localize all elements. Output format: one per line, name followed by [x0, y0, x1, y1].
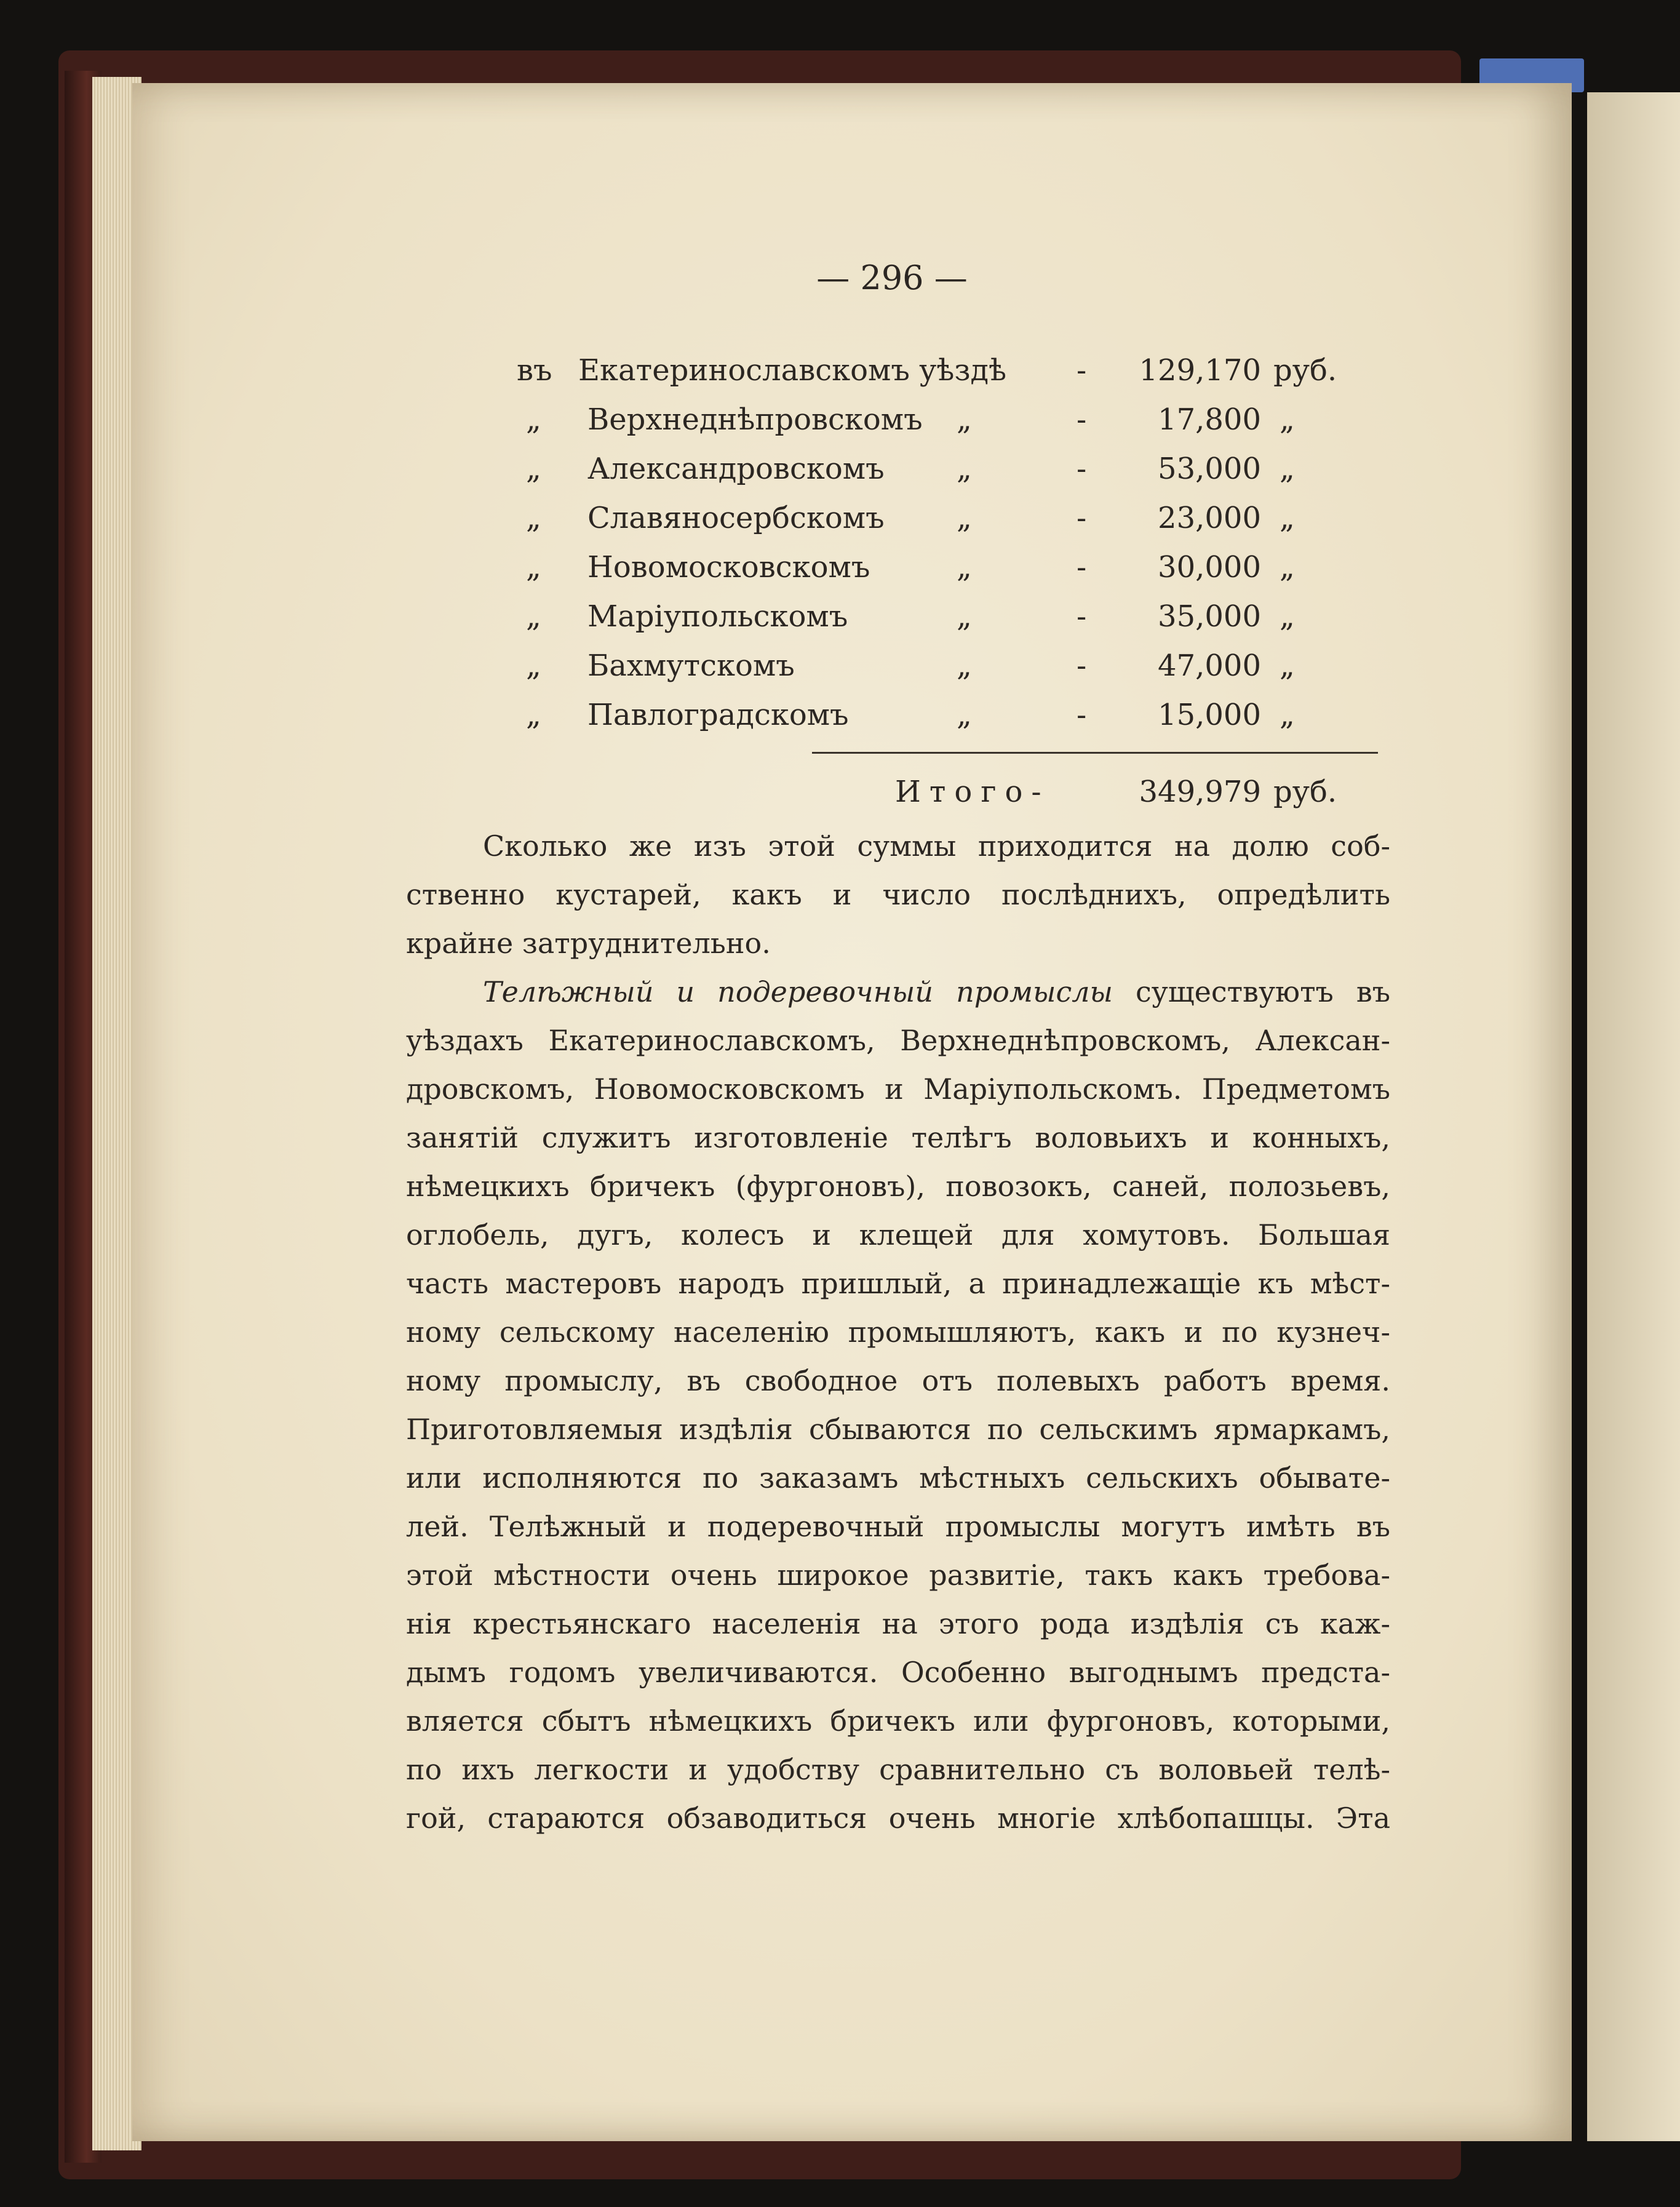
text-line: дровскомъ, Новомосковскомъ и Маріупольскомъ. Предметомъ [406, 1072, 1390, 1106]
district-name: Новомосковскомъ [587, 550, 870, 585]
row-amount: 47,000 [1158, 649, 1261, 683]
row-dash: - [1077, 649, 1087, 683]
table-row [517, 349, 1390, 392]
row-unit: „ [1280, 599, 1295, 634]
text-line-first [406, 968, 1390, 1016]
text-line: гой, стараются обзаводиться очень многіе хлѣбопашцы. Эта [406, 1802, 1390, 1835]
row-prefix: „ [526, 550, 541, 585]
row-amount: 30,000 [1158, 550, 1261, 585]
row-amount: 17,800 [1158, 402, 1261, 437]
ditto-mark: „ [957, 501, 972, 535]
text-line: Сколько же изъ этой суммы приходится на долю соб- [483, 829, 1390, 863]
row-prefix: „ [526, 402, 541, 437]
text-line: часть мастеровъ народъ пришлый, а принадлежащіе къ мѣст- [406, 1267, 1390, 1300]
row-amount: 15,000 [1158, 698, 1261, 732]
row-prefix: „ [526, 698, 541, 732]
text-line: лей. Телѣжный и подеревочный промыслы могутъ имѣть въ [406, 1510, 1390, 1543]
total-unit: руб. [1273, 775, 1337, 809]
text-line: уѣздахъ Екатеринославскомъ, Верхнеднѣпровскомъ, Алексан- [406, 1024, 1390, 1057]
text-line: по ихъ легкости и удобству сравнительно съ воловьей телѣ- [406, 1753, 1390, 1786]
row-unit: „ [1280, 550, 1295, 585]
facing-page-edge [1587, 92, 1680, 2141]
row-prefix: „ [526, 501, 541, 535]
row-dash: - [1077, 353, 1087, 388]
table-row [517, 644, 1390, 687]
district-name: Бахмутскомъ [587, 649, 795, 683]
row-prefix: „ [526, 649, 541, 683]
row-amount: 23,000 [1158, 501, 1261, 535]
district-name: Александровскомъ [587, 452, 885, 486]
table-row [517, 447, 1390, 490]
row-amount: 35,000 [1158, 599, 1261, 634]
ditto-mark: „ [957, 698, 972, 732]
paragraph-1 [406, 822, 1390, 968]
ditto-mark: „ [957, 599, 972, 634]
row-unit: „ [1280, 501, 1295, 535]
text-line: оглобель, дугъ, колесъ и клещей для хомутовъ. Большая [406, 1218, 1390, 1251]
row-amount: 129,170 [1139, 353, 1261, 388]
row-amount: 53,000 [1158, 452, 1261, 486]
table-row [517, 398, 1390, 441]
row-dash: - [1077, 501, 1087, 535]
text-line: или исполняются по заказамъ мѣстныхъ сельскихъ обывате- [406, 1461, 1390, 1495]
row-dash: - [1077, 402, 1087, 437]
text-line: крайне затруднительно. [406, 927, 771, 960]
district-name: Павлоградскомъ [587, 698, 849, 732]
text-line: ственно кустарей, какъ и число послѣднихъ, опредѣлить [406, 878, 1390, 911]
row-dash: - [1077, 550, 1087, 585]
page-number: — 296 — [816, 258, 968, 297]
row-unit: „ [1280, 402, 1295, 437]
district-name: Верхнеднѣпровскомъ [587, 402, 923, 437]
text-line: занятій служитъ изготовленіе телѣгъ воловьихъ и конныхъ, [406, 1121, 1390, 1154]
row-dash: - [1077, 698, 1087, 732]
text-line: Приготовляемыя издѣлія сбываются по сельскимъ ярмаркамъ, [406, 1413, 1390, 1446]
text-line: вляется сбытъ нѣмецкихъ бричекъ или фургоновъ, которыми, [406, 1704, 1390, 1738]
district-name: Маріупольскомъ [587, 599, 848, 634]
text-line: ному сельскому населенію промышляютъ, какъ и по кузнеч- [406, 1315, 1390, 1349]
total-amount: 349,979 [1139, 775, 1261, 809]
ditto-mark: „ [957, 550, 972, 585]
row-unit: „ [1280, 698, 1295, 732]
total-label: Итого- [895, 775, 1050, 809]
row-dash: - [1077, 452, 1087, 486]
text-line: ному промыслу, въ свободное отъ полевыхъ работъ время. [406, 1364, 1390, 1397]
italic-lead: Телѣжный и подеревочный промыслы [483, 975, 1113, 1008]
paragraph-2 [406, 968, 1390, 1843]
district-name: Славяносербскомъ [587, 501, 885, 535]
text-line: нѣмецкихъ бричекъ (фургоновъ), повозокъ, саней, полозьевъ, [406, 1170, 1390, 1203]
table-row [517, 546, 1390, 589]
table-row [517, 497, 1390, 540]
row-dash: - [1077, 599, 1087, 634]
row-prefix: въ [517, 353, 552, 388]
text-line: этой мѣстности очень широкое развитіе, такъ какъ требова- [406, 1558, 1390, 1592]
row-prefix: „ [526, 452, 541, 486]
ditto-mark: „ [957, 402, 972, 437]
total-row [517, 770, 1390, 813]
table-row [517, 595, 1390, 638]
row-unit: „ [1280, 649, 1295, 683]
ditto-mark: „ [957, 452, 972, 486]
row-unit: руб. [1273, 353, 1337, 388]
total-rule [812, 752, 1378, 754]
ditto-mark: „ [957, 649, 972, 683]
text-line: дымъ годомъ увеличиваются. Особенно выгоднымъ предста- [406, 1656, 1390, 1689]
row-prefix: „ [526, 599, 541, 634]
row-unit: „ [1280, 452, 1295, 486]
table-row [517, 693, 1390, 736]
text-line: нія крестьянскаго населенія на этого рода издѣлія съ каж- [406, 1607, 1390, 1640]
first-line-rest: существуютъ въ [1136, 975, 1390, 1008]
district-name: Екатеринославскомъ уѣздѣ [578, 353, 1007, 388]
